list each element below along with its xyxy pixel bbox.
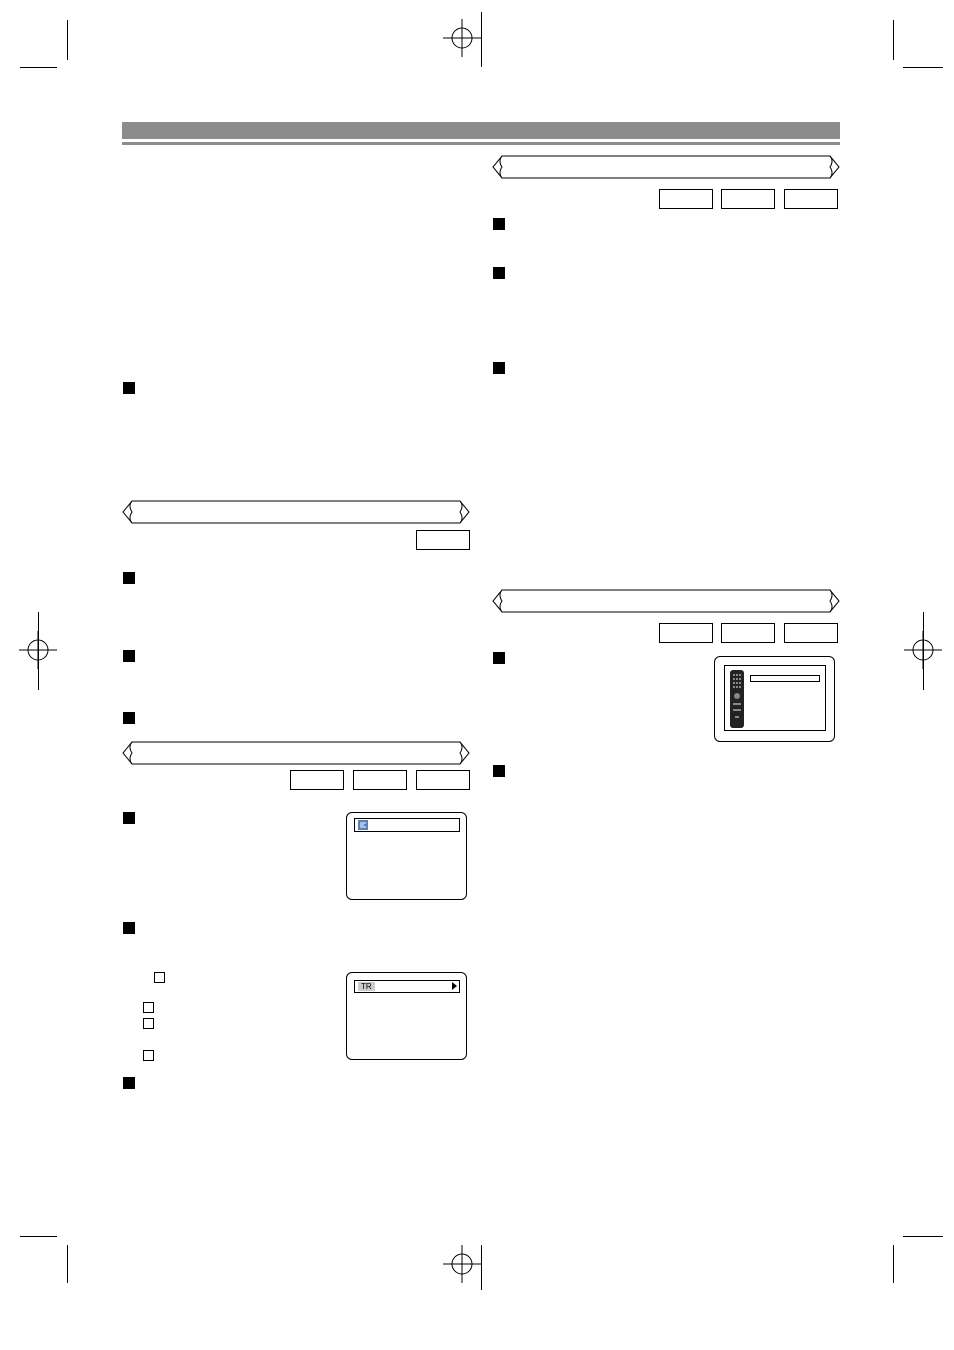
disc-type-tag: [353, 770, 407, 790]
step-bullet: [123, 572, 135, 584]
crop-mark: [893, 20, 894, 60]
section-banner: [122, 500, 470, 524]
crop-mark: [903, 1236, 943, 1237]
disc-type-tag: [290, 770, 344, 790]
crop-mark: [481, 1245, 482, 1290]
crop-mark: [38, 612, 39, 690]
disc-type-tag: [659, 623, 713, 643]
crop-mark: [20, 67, 57, 68]
tv-screen-illustration: [714, 656, 835, 742]
osd-highlight-bar: [354, 818, 460, 832]
osd-highlight-bar: [354, 980, 460, 993]
disc-type-tag: [784, 623, 838, 643]
crop-mark: [893, 1245, 894, 1283]
step-bullet: [123, 712, 135, 724]
step-bullet: [493, 267, 505, 279]
tv-screen-illustration: [346, 972, 467, 1060]
step-bullet: [123, 650, 135, 662]
crop-mark: [923, 612, 924, 690]
disc-icon: [358, 820, 368, 830]
step-bullet: [493, 765, 505, 777]
header-underline: [122, 142, 840, 145]
disc-type-tag: [416, 530, 470, 550]
disc-type-tag: [416, 770, 470, 790]
disc-type-tag: [659, 189, 713, 209]
step-bullet: [123, 812, 135, 824]
osd-highlight-bar: [750, 675, 820, 682]
section-banner: [122, 741, 470, 765]
disc-type-tag: [721, 623, 775, 643]
return-icon: [154, 972, 165, 983]
step-bullet: [123, 1077, 135, 1089]
section-banner: [492, 589, 840, 613]
registration-mark-bottom: [443, 1245, 481, 1283]
crop-mark: [67, 20, 68, 60]
right-arrow-icon: [452, 982, 457, 990]
return-icon: [143, 1050, 154, 1061]
crop-mark: [903, 67, 943, 68]
disc-type-tag: [784, 189, 838, 209]
step-bullet: [493, 362, 505, 374]
section-banner: [492, 155, 840, 179]
crop-mark: [20, 1236, 57, 1237]
step-bullet: [123, 382, 135, 394]
remote-control-icon: [729, 669, 745, 729]
step-bullet: [123, 922, 135, 934]
crop-mark: [481, 12, 482, 67]
tv-screen-illustration: [346, 812, 467, 900]
return-icon: [143, 1018, 154, 1029]
header-bar: [122, 122, 840, 139]
track-label: TR: [358, 982, 375, 991]
disc-type-tag: [721, 189, 775, 209]
step-bullet: [493, 652, 505, 664]
crop-mark: [67, 1245, 68, 1283]
step-bullet: [493, 218, 505, 230]
registration-mark-top: [443, 19, 481, 57]
return-icon: [143, 1002, 154, 1013]
